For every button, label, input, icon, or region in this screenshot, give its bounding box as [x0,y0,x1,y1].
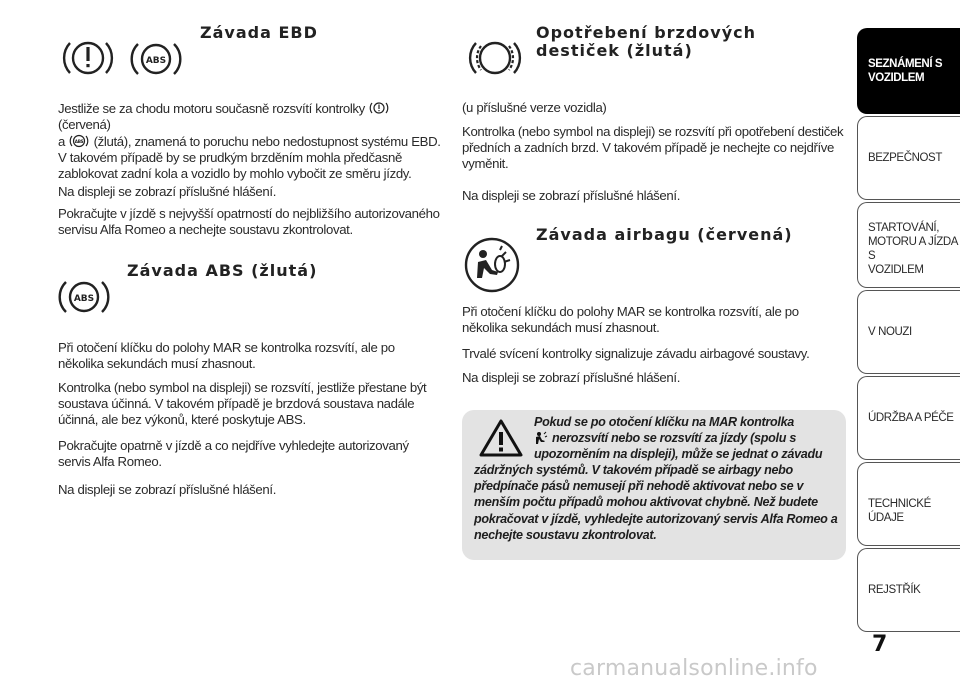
brake-pads-heading-line1: Opotřebení brzdových [536,23,757,42]
ebd-paragraph-2: Na displeji se zobrazí příslušné hlášení. [58,184,277,199]
abs-paragraph-4: Na displeji se zobrazí příslušné hlášení. [58,482,277,497]
brake-pads-paragraph-3: Na displeji se zobrazí příslušné hlášení. [462,188,681,203]
tab-technicke-udaje[interactable] [857,462,960,546]
page-number: 7 [872,632,888,657]
airbag-paragraph-3: Na displeji se zobrazí příslušné hlášení. [462,370,681,385]
ebd-paragraph-1: Jestliže se za chodu motoru současně rozsvítí kontrolky (červená) a ABS (žlutá), znamená to poruchu nebo nedostupnost systému EBD. V takovém případě by se prudkým brzděním mohla předčasně zablokovat zadní kola a vozidlo by mohlo vybočit ze směru jízdy. [58,101,441,181]
abs-icon [126,34,186,84]
airbag-inline-icon [534,431,548,445]
svg-text:ABS: ABS [73,294,95,304]
airbag-icon [462,236,522,294]
brake-warning-icon [58,32,118,84]
abs-paragraph-1: Při otočení klíčku do polohy MAR se kontrolka rozsvítí, ale po několika sekundách musí zhasnout. [58,340,395,371]
brake-pad-wear-icon [464,32,526,84]
airbag-heading: Závada airbagu (červená) [536,225,793,244]
abs-inline-icon [68,133,90,149]
svg-text:ABS: ABS [75,138,84,144]
tab-label: BEZPEČNOST [868,152,942,164]
svg-text:ABS: ABS [145,56,167,66]
warning-line-3: upozorněním na displeji), může se jednat o závadu [534,447,823,461]
watermark: carmanualsonline.info [570,656,818,681]
brake-pads-paragraph-1: (u příslušné verze vozidla) [462,100,607,115]
abs-heading: Závada ABS (žlutá) [127,261,318,280]
airbag-paragraph-1: Při otočení klíčku do polohy MAR se kontrolka rozsvítí, ale po několika sekundách musí zhasnout. [462,304,799,335]
tab-label: SEZNÁMENÍ S VOZIDLEM [868,58,943,84]
tab-seznameni-s-vozidlem[interactable] [857,28,960,114]
abs-paragraph-2: Kontrolka (nebo symbol na displeji) se rozsvítí, jestliže přestane být soustava účinná. V takovém případě je brzdová soustava nadále účinná, ale bez výkonů, které poskytuje ABS. [58,380,427,427]
warning-line-2: nerozsvítí nebo se rozsvítí za jízdy (spolu s [552,431,797,445]
tab-label: STARTOVÁNÍ, MOTORU A JÍZDA S VOZIDLEM [868,222,958,276]
brake-pads-heading-line2: destiček (žlutá) [536,41,693,60]
warning-box [462,410,846,560]
airbag-paragraph-2: Trvalé svícení kontrolky signalizuje závadu airbagové soustavy. [462,346,810,361]
ebd-paragraph-3: Pokračujte v jízdě s nejvyšší opatrností do nejbližšího autorizovaného servisu Alfa Romeo a nechejte soustavu zkontrolovat. [58,206,440,237]
brake-pads-paragraph-2: Kontrolka (nebo symbol na displeji) se rozsvítí při opotřebení destiček předních a zadních brzd. V takovém případě je nechejte co nejdříve vyměnit. [462,124,844,171]
ebd-heading: Závada EBD [200,23,318,42]
tab-label: REJSTŘÍK [868,584,921,596]
tab-label: V NOUZI [868,326,912,338]
tab-label: TECHNICKÉ ÚDAJE [868,498,931,524]
warning-body: zádržných systémů. V takovém případě se airbagy nebo předpínače pásů nemusejí při nehodě aktivovat nebo se v menším počtu případů mohou aktivovat chybně. Než budete pokračovat v jízdě, vyhledejte autorizovaný servis Alfa Romeo a nechejte soustavu zkontrolovat. [474,463,838,542]
tab-bezpecnost[interactable] [857,116,960,200]
warning-triangle-icon [478,418,524,458]
abs-icon [54,272,114,322]
tab-udrzba-a-pece[interactable] [857,376,960,460]
tab-startovani[interactable] [857,202,960,288]
brake-warning-inline-icon [368,100,390,116]
tab-v-nouzi[interactable] [857,290,960,374]
abs-paragraph-3: Pokračujte opatrně v jízdě a co nejdříve vyhledejte autorizovaný servis Alfa Romeo. [58,438,409,469]
tab-rejstrik[interactable] [857,548,960,632]
tab-label: ÚDRŽBA A PÉČE [868,412,954,424]
chapter-tabs [857,0,960,686]
warning-line-1: Pokud se po otočení klíčku na MAR kontrolka [534,415,795,429]
